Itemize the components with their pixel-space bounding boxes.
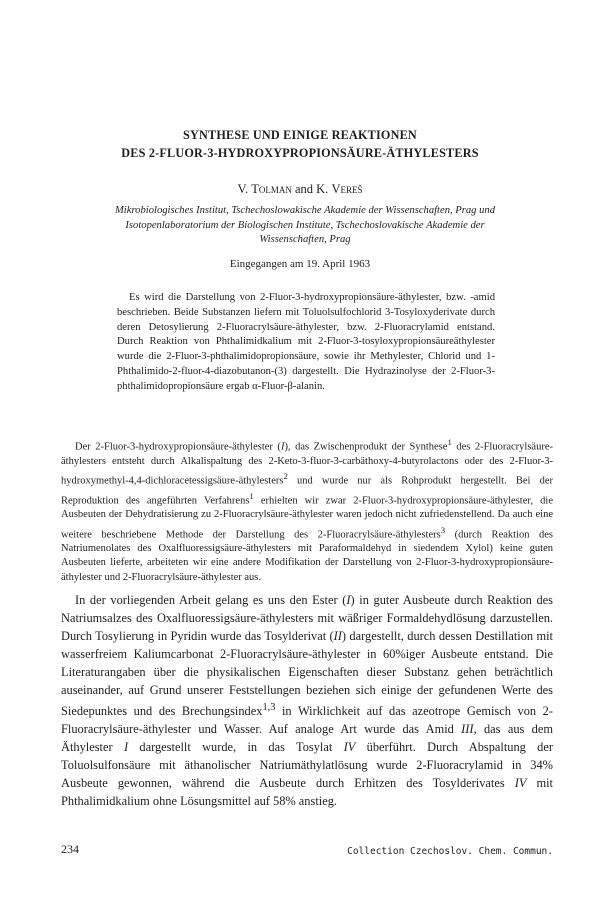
abstract (117, 291, 495, 395)
author-1-initial: V. (237, 182, 249, 196)
intro-segment: ), das Zwischenprodukt der Synthese (284, 441, 448, 453)
main-segment: mit Phthalimidkalium ohne Lösungsmittel auf 58% anstieg. (61, 776, 553, 809)
introduction-paragraph (61, 435, 553, 585)
compound-number: IV (343, 740, 356, 755)
main-segment: in Wirklichkeit auf das azeotrope Gemisch von 2-Fluoracrylsäure-äthylester und Wasser. Auf analoge Art wurde das Amid (61, 704, 553, 737)
main-segment: ) in guter Ausbeute durch Reaktion des Natriumsalzes des Oxalfluoressigsäure-äthylesters mit wäßriger Formaldehydlösung darzustellen. Durch Tosylierung in Pyridin wurde das Tosylderivat ( (61, 593, 554, 643)
main-segment: In der vorliegenden Arbeit gelang es uns den Ester ( (75, 593, 347, 607)
abstract-text: Es wird die Darstellung von 2-Fluor-3-hydroxypropionsäure-äthylester, bzw. -amid beschrieben. Beide Substanzen liefern mit Toluolsulfochlorid 3-Tosyloxyderivate durch deren Detosylierung 2-Fluoracrylsäure-äthylester, bzw. 2-Fluoracrylamid entstand. Durch Reaktion von Phthalimidkalium mit 2-Fluor-3-tosyloxypropionsäureäthylester wurde die 2-Fluor-3-phthalimidopropionsäure, sowie ihr Methylester, Chlorid und 1-Phthalimido-2-fluor-4-diazobutanon-(3) dargestellt. Die Hydrazinolyse der 2-Fluor-3-phthalimidopropionsäure ergab α-Fluor-β-alanin. (117, 292, 495, 392)
author-conjunction: and (294, 182, 314, 196)
intro-text (61, 435, 553, 585)
main-paragraph (61, 591, 553, 810)
author-2-initial: K. (316, 182, 329, 196)
intro-segment: Der 2-Fluor-3-hydroxypropionsäure-äthylester ( (75, 441, 281, 453)
main-segment: dargestellt wurde, in das Tosylat (128, 740, 344, 755)
compound-number: I (123, 740, 129, 755)
authors (0, 182, 600, 197)
compound-number: II (333, 629, 342, 643)
intro-segment: des 2-Fluoracrylsäure-äthylesters entsteht durch Alkalispaltung des 2-Keto-3-fluor-3-carbäthoxy-4-butyrolactons oder des 2-Fluor-3-hydroxymethyl-4,4-dichloracetessigsäure-äthylesters (61, 441, 553, 487)
main-segment: , das aus dem Äthylester (61, 722, 553, 755)
intro-segment: erhielten wir zwar 2-Fluor-3-hydroxypropionsäure-äthylester, die Ausbeuten der Dehydratisierung zu 2-Fluoracrylsäure-äthylester waren jedoch nicht zufriedenstellend. Da auch eine weitere beschriebene Methode der Darstellung des 2-Fluoracrylsäure-äthylesters (61, 495, 553, 541)
received-date: Eingegangen am 19. April 1963 (229, 258, 371, 270)
reference-superscript: 3 (440, 524, 446, 535)
main-segment: ) dargestellt, durch dessen Destillation mit wasserfreiem Kaliumcarbonat 2-Fluoracrylsäure-äthylester in 60%iger Ausbeute entstand. Die Literaturangaben über die physikalischen Eigenschaften dieser Substanz gehen beträchtlich auseinander, auf Grund unserer Feststellungen beziehen sich einige der gefundenen Werte des Siedepunktes und des Brechungsindex (61, 629, 553, 719)
intro-segment: und wurde nur als Rohprodukt hergestellt. Bei der Reproduktion des angeführten Verfahrens (61, 475, 553, 507)
intro-segment: (durch Reaktion des Natriumenolates des Oxalfluoressigsäure-äthylesters mit Paraformaldehyd in siedendem Xylol) keine guten Ausbeuten lieferte, arbeiteten wir eine andere Modifikation der Darstellung von 2-Fluor-3-hydroxypropionsäure-äthylester und 2-Fluoracrylsäure-äthylester aus. (61, 529, 554, 583)
compound-number: III (461, 722, 474, 737)
compound-number: I (346, 593, 351, 607)
reference-superscript: 1 (447, 437, 452, 447)
page-number: 234 (61, 842, 79, 856)
reference-superscript: 1,3 (262, 702, 276, 713)
reference-superscript: 1 (249, 490, 254, 501)
author-2-name: Vereš (331, 182, 363, 196)
main-text (61, 591, 553, 810)
compound-number: IV (514, 776, 527, 791)
compound-number: I (280, 441, 285, 453)
title-line-1: SYNTHESE UND EINIGE REAKTIONEN (183, 128, 417, 142)
title-line-2: DES 2-FLUOR-3-HYDROXYPROPIONSÄURE-ÄTHYLESTERS (121, 146, 479, 160)
main-segment: überführt. Durch Abspaltung der Toluolsulfonsäure mit äthanolischer Natriumäthylatlösung wurde 2-Fluoracrylamid in 34% Ausbeute gewonnen, während die Ausbeute durch Erhitzen des Tosylderivates (61, 740, 554, 791)
journal-name: Collection Czechoslov. Chem. Commun. (347, 846, 553, 857)
author-1-name: Tolman (251, 182, 292, 196)
reference-superscript: 2 (283, 470, 288, 481)
affiliation: Mikrobiologisches Institut, Tschechoslowakische Akademie der Wissenschaften, Prag und Isotopenlaboratorium der Biologischen Institute, Tschechoslovakische Akademie der Wissenschaften, Prag (114, 205, 496, 245)
